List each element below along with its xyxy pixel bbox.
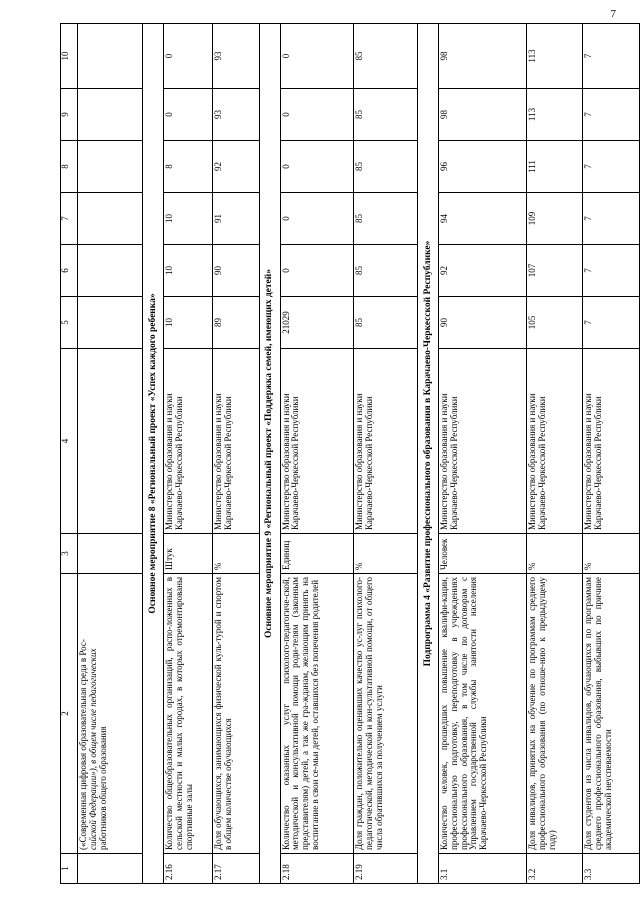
value-cell: 7 (583, 193, 640, 245)
value-cell (78, 24, 143, 89)
header-cell: 7 (61, 193, 78, 245)
section-row (259, 24, 280, 884)
indicator-name-cell: Доля студентов из числа инвалидов, обучающихся по программам среднего профессионального образования, выбывших по причине академической неуспеваемости (583, 574, 640, 854)
page-number: 7 (610, 8, 616, 20)
row-number-cell: 3.1 (438, 854, 526, 884)
table-row (164, 24, 213, 884)
value-cell: 94 (438, 193, 526, 245)
value-cell: 92 (213, 141, 260, 193)
unit-cell: Единиц (280, 534, 354, 574)
header-cell: 10 (61, 24, 78, 89)
unit-cell (78, 534, 143, 574)
row-number-cell: 2.18 (280, 854, 354, 884)
num-cell (78, 854, 143, 884)
value-cell: 90 (438, 297, 526, 349)
value-cell: 91 (213, 193, 260, 245)
value-cell: 85 (354, 24, 418, 89)
section-title: Основное мероприятие 8 «Региональный проект «Успех каждого ребенка» (143, 24, 164, 884)
value-cell: 8 (164, 141, 213, 193)
value-cell (78, 89, 143, 141)
row-number-cell: 2.19 (354, 854, 418, 884)
responsible-org-cell: Министерство образования и науки Карачаево-Черкесской Республики (164, 349, 213, 534)
value-cell (78, 193, 143, 245)
value-cell: 10 (164, 245, 213, 297)
value-cell: 113 (527, 89, 583, 141)
table-row (280, 24, 354, 884)
indicator-name-cell: Количество человек, прошедших повышение квалифи-кации, профессиональную подготовку, переподготовку в учреждениях профессионального образования, в том числе по договорам с Управлением государственной службы занятости населения Карачаево-Черкесской Республики (438, 574, 526, 854)
rotated-table-wrapper (60, 24, 640, 884)
value-cell: 85 (354, 297, 418, 349)
indicator-name-cell: Количество общеобразовательных организаций, распо-ложенных в сельской местности и малых городах, в которых отремонтированы спортивные залы (164, 574, 213, 854)
table-row (583, 24, 640, 884)
indicator-name-cell: Доля обучающихся, занимающихся физической куль-турой и спортом в общем количестве обучающихся (213, 574, 260, 854)
value-cell: 0 (280, 245, 354, 297)
responsible-org-cell: Министерство образования и науки Карачаево-Черкесской Республики (213, 349, 260, 534)
continuation-row (78, 24, 143, 884)
value-cell: 89 (213, 297, 260, 349)
value-cell: 93 (213, 89, 260, 141)
value-cell: 96 (438, 141, 526, 193)
unit-cell: Штук (164, 534, 213, 574)
unit-cell: Человек (438, 534, 526, 574)
responsible-org-cell: Министерство образования и науки Карачаево-Черкесской Республики (527, 349, 583, 534)
row-number-cell: 2.16 (164, 854, 213, 884)
value-cell (78, 245, 143, 297)
value-cell: 0 (280, 89, 354, 141)
value-cell: 111 (527, 141, 583, 193)
header-row (61, 24, 78, 884)
responsible-org-cell: Министерство образования и науки Карачаево-Черкесской Республики (280, 349, 354, 534)
header-cell: 3 (61, 534, 78, 574)
value-cell: 21029 (280, 297, 354, 349)
value-cell: 107 (527, 245, 583, 297)
value-cell: 7 (583, 245, 640, 297)
row-number-cell: 2.17 (213, 854, 260, 884)
header-cell: 2 (61, 574, 78, 854)
responsible-org-cell: Министерство образования и науки Карачаево-Черкесской Республики (438, 349, 526, 534)
value-cell: 0 (280, 141, 354, 193)
value-cell: 7 (583, 89, 640, 141)
unit-cell: % (527, 534, 583, 574)
section-row (417, 24, 438, 884)
indicator-name-cell: Доля граждан, положительно оценивших качество ус-луг психолого-педагогической, методической и кон-сультативной помощи, от общего числа обратившихся за получением услуги (354, 574, 418, 854)
unit-cell: % (354, 534, 418, 574)
row-number-cell: 3.2 (527, 854, 583, 884)
value-cell: 0 (164, 89, 213, 141)
value-cell: 109 (527, 193, 583, 245)
header-cell: 5 (61, 297, 78, 349)
responsible-org-cell: Министерство образования и науки Карачаево-Черкесской Республики (583, 349, 640, 534)
value-cell: 92 (438, 245, 526, 297)
header-cell: 8 (61, 141, 78, 193)
section-title: Подпрограмма 4 «Развитие профессионального образования в Карачаево-Черкесской Республике» (417, 24, 438, 884)
value-cell: 98 (438, 24, 526, 89)
value-cell: 93 (213, 24, 260, 89)
value-cell: 113 (527, 24, 583, 89)
responsible-org-cell: Министерство образования и науки Карачаево-Черкесской Республики (354, 349, 418, 534)
table-row (438, 24, 526, 884)
continuation-line: («Современная цифровая образовательная среда в Рос- (78, 639, 89, 850)
value-cell: 85 (354, 141, 418, 193)
indicators-table (60, 23, 640, 884)
section-title: Основное мероприятие 9 «Региональный проект «Поддержка семей, имеющих детей» (259, 24, 280, 884)
section-row (143, 24, 164, 884)
rotated-document (60, 24, 640, 884)
value-cell: 0 (280, 24, 354, 89)
header-cell: 4 (61, 349, 78, 534)
continuation-line: работников общего образования (97, 726, 108, 850)
header-cell: 6 (61, 245, 78, 297)
table-row (213, 24, 260, 884)
table-row (527, 24, 583, 884)
value-cell (78, 297, 143, 349)
value-cell: 85 (354, 193, 418, 245)
value-cell: 85 (354, 245, 418, 297)
table-row (354, 24, 418, 884)
value-cell: 7 (583, 24, 640, 89)
value-cell: 7 (583, 141, 640, 193)
org-cell (78, 349, 143, 534)
continuation-line: сийской Федерации»), в общем числе педагогических (88, 648, 99, 850)
value-cell (78, 141, 143, 193)
value-cell: 98 (438, 89, 526, 141)
value-cell: 10 (164, 297, 213, 349)
header-cell: 1 (61, 854, 78, 884)
value-cell: 105 (527, 297, 583, 349)
value-cell: 0 (280, 193, 354, 245)
unit-cell: % (583, 534, 640, 574)
header-cell: 9 (61, 89, 78, 141)
value-cell: 10 (164, 193, 213, 245)
value-cell: 90 (213, 245, 260, 297)
row-number-cell: 3.3 (583, 854, 640, 884)
unit-cell: % (213, 534, 260, 574)
value-cell: 0 (164, 24, 213, 89)
value-cell: 7 (583, 297, 640, 349)
continuation-text-cell (78, 574, 143, 854)
indicator-name-cell: Количество оказанных услуг психолого-педагогиче-ской, методической и консультативной помощи роди-телям (законным представителям) детей, а так же гра-жданам, желающим принять на воспитание в свои се-мьи детей, оставшихся без попечения родителей (280, 574, 354, 854)
indicator-name-cell: Доля инвалидов, принятых на обучение по программам среднего профессионального образования (по отноше-нию к предыдущему году) (527, 574, 583, 854)
value-cell: 85 (354, 89, 418, 141)
